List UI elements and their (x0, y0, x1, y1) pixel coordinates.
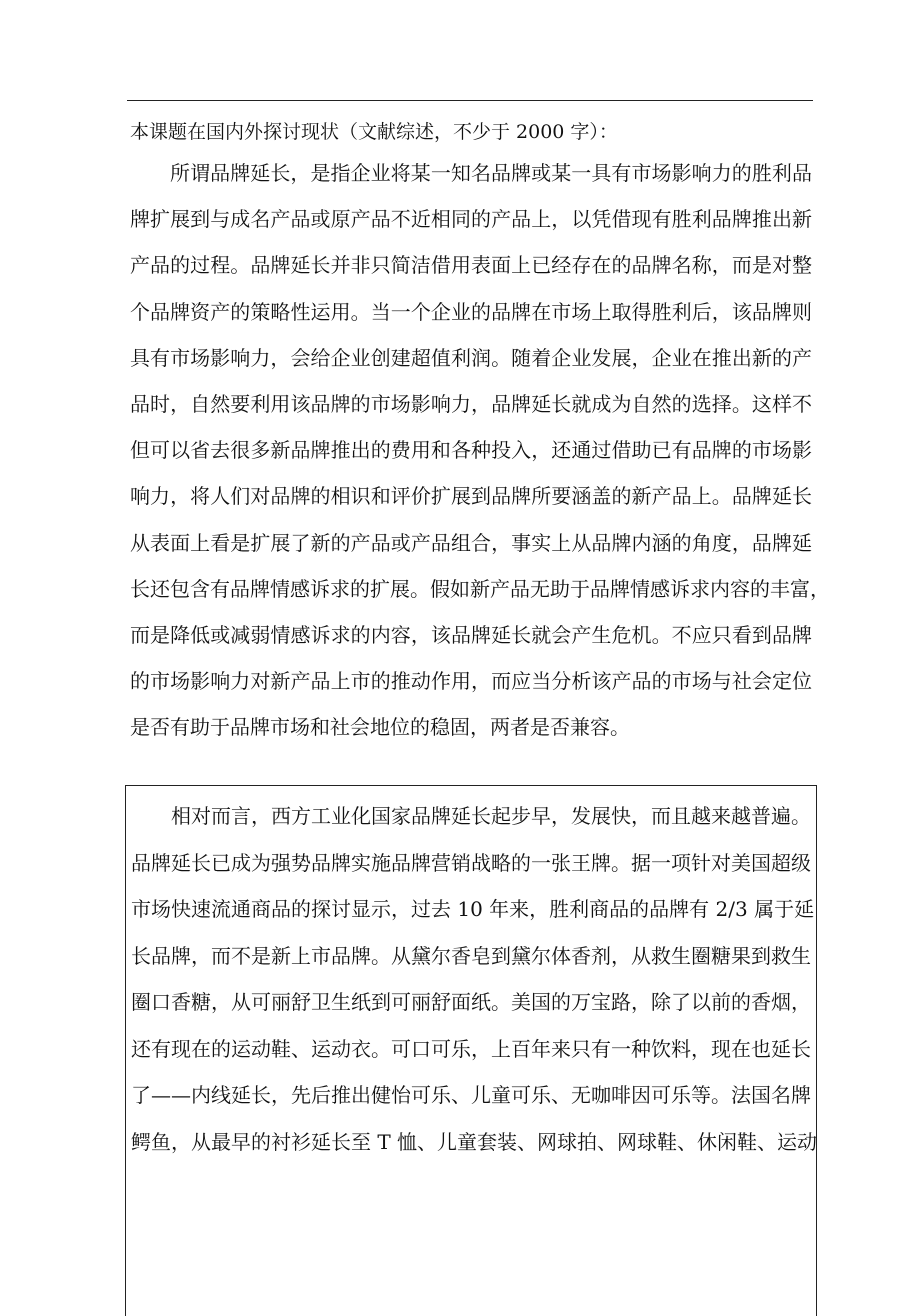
paragraph-line: 还有现在的运动鞋、运动衣。可口可乐，上百年来只有一种饮料，现在也延长 (131, 1036, 811, 1061)
paragraph-line: 市场快速流通商品的探讨显示，过去 10 年来，胜利商品的品牌有 2/3 属于延 (131, 897, 815, 921)
paragraph-line: 鳄鱼，从最早的衬衫延长至 T 恤、儿童套装、网球拍、网球鞋、休闲鞋、运动 (131, 1129, 818, 1154)
paragraph-line: 圈口香糖，从可丽舒卫生纸到可丽舒面纸。美国的万宝路，除了以前的香烟， (131, 990, 811, 1014)
paragraph-line: 品牌延长已成为强势品牌实施品牌营销战略的一张王牌。据一项针对美国超级 (131, 850, 811, 875)
header-rule (127, 100, 813, 101)
paragraph-line: 长还包含有品牌情感诉求的扩展。假如新产品无助于品牌情感诉求内容的丰富， (130, 576, 830, 601)
paragraph-line: 从表面上看是扩展了新的产品或产品组合，事实上从品牌内涵的角度，品牌延 (130, 530, 812, 555)
paragraph-line: 产品的过程。品牌延长并非只简洁借用表面上已经存在的品牌名称，而是对整 (130, 253, 812, 278)
paragraph-line: 的市场影响力对新产品上市的推动作用，而应当分析该产品的市场与社会定位 (130, 669, 812, 694)
paragraph-line: 具有市场影响力，会给企业创建超值利润。随着企业发展，企业在推出新的产 (130, 345, 812, 370)
paragraph-line: 是否有助于品牌市场和社会地位的稳固，两者是否兼容。 (130, 715, 630, 740)
paragraph-line: 了——内线延长，先后推出健怡可乐、儿童可乐、无咖啡因可乐等。法国名牌 (131, 1083, 811, 1107)
paragraph-line: 但可以省去很多新品牌推出的费用和各种投入，还通过借助已有品牌的市场影 (130, 438, 812, 463)
paragraph-line: 所谓品牌延长，是指企业将某一知名品牌或某一具有市场影响力的胜利品 (170, 161, 812, 185)
paragraph-line: 响力，将人们对品牌的相识和评价扩展到品牌所要涵盖的新产品上。品牌延长 (130, 484, 812, 509)
section-heading: 本课题在国内外探讨现状（文献综述，不少于 2000 字）： (130, 121, 618, 143)
paragraph-line: 而是降低或减弱情感诉求的内容，该品牌延长就会产生危机。不应只看到品牌 (130, 622, 812, 647)
paragraph-line: 品时，自然要利用该品牌的市场影响力，品牌延长就成为自然的选择。这样不 (130, 391, 812, 416)
paragraph-line: 长品牌，而不是新上市品牌。从黛尔香皂到黛尔体香剂，从救生圈糖果到救生 (131, 943, 811, 968)
paragraph-line: 牌扩展到与成名产品或原产品不近相同的产品上，以凭借现有胜利品牌推出新 (130, 207, 812, 232)
paragraph-line: 相对而言，西方工业化国家品牌延长起步早，发展快，而且越来越普遍。 (171, 804, 811, 828)
paragraph-line: 个品牌资产的策略性运用。当一个企业的品牌在市场上取得胜利后，该品牌则 (130, 299, 812, 324)
paragraph-western-brand-extension (131, 793, 818, 1165)
paragraph-brand-extension-definition (130, 150, 830, 750)
